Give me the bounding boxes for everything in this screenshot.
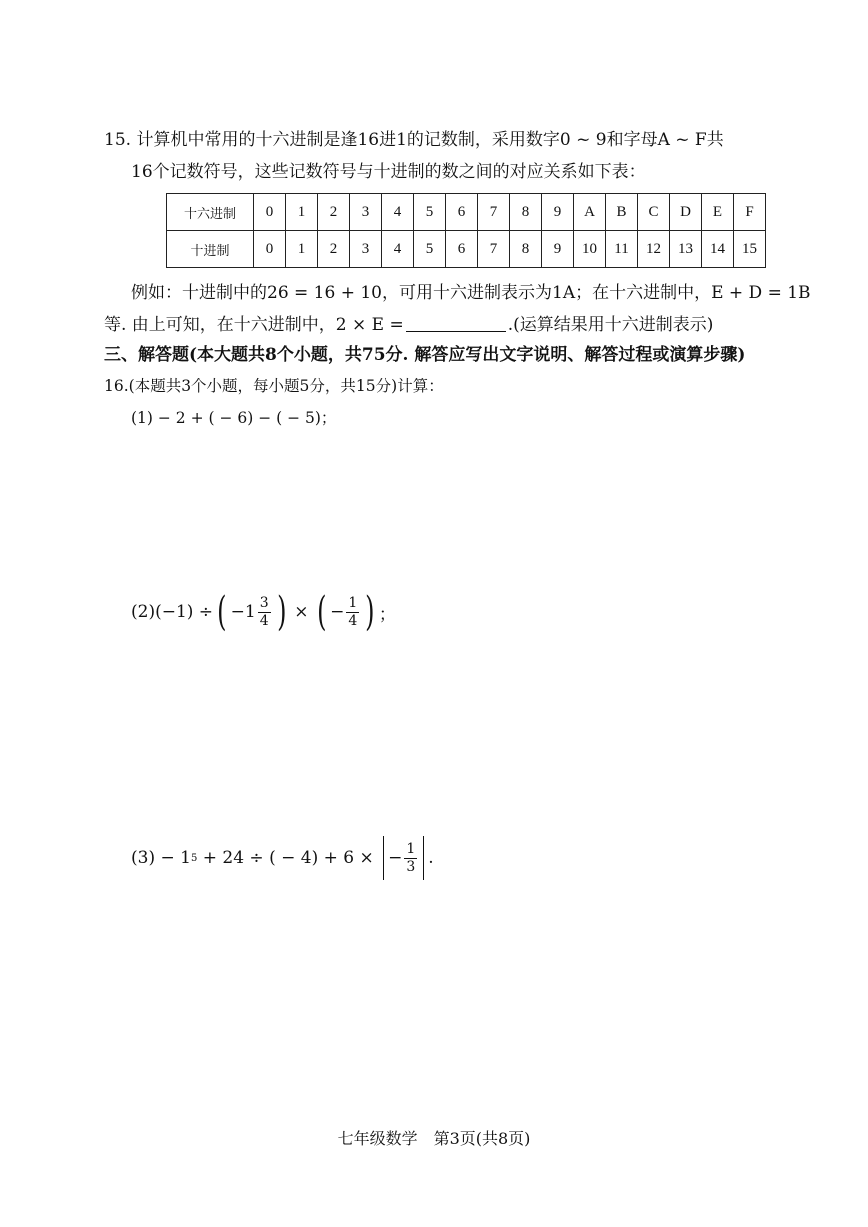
table-cell: 0	[254, 231, 286, 268]
q15-example-line: 例如：十进制中的26 = 16 + 10，可用十六进制表示为1A；在十六进制中，E + D = 1B	[131, 283, 811, 303]
right-paren: )	[276, 589, 287, 635]
table-cell: 1	[286, 231, 318, 268]
table-cell: 9	[542, 231, 574, 268]
table-cell: 7	[478, 194, 510, 231]
table-cell: 14	[702, 231, 734, 268]
row-header-decimal: 十进制	[167, 231, 254, 268]
table-cell: 5	[414, 231, 446, 268]
left-paren: (	[316, 589, 327, 635]
table-cell: 0	[254, 194, 286, 231]
mixed-whole: −1	[230, 602, 256, 622]
right-paren: )	[365, 589, 375, 635]
abs-bar-right	[423, 836, 424, 880]
fraction	[346, 595, 359, 630]
table-cell: 10	[574, 231, 606, 268]
row-header-hex: 十六进制	[167, 194, 254, 231]
q15-answer-prefix: 等. 由上可知，在十六进制中，2 × E =	[104, 315, 404, 335]
q16-part2-end: ；	[378, 604, 396, 625]
fraction-denominator: 4	[259, 612, 269, 629]
fraction-denominator: 3	[406, 858, 416, 875]
table-cell: A	[574, 194, 606, 231]
table-cell: E	[702, 194, 734, 231]
q15-answer-line	[104, 313, 713, 337]
fraction	[404, 841, 417, 876]
q16-part3-end: .	[428, 848, 434, 868]
table-cell: 2	[318, 231, 350, 268]
table-cell: 11	[606, 231, 638, 268]
table-row	[167, 194, 766, 231]
q15-line2: 16个记数符号，这些记数符号与十进制的数之间的对应关系如下表：	[131, 162, 646, 182]
table-cell: F	[734, 194, 766, 231]
left-paren: (	[217, 589, 227, 635]
exponent: 5	[190, 852, 198, 864]
section-3-title: 三、解答题(本大题共8个小题，共75分. 解答应写出文字说明、解答过程或演算步骤)	[104, 345, 746, 365]
table-cell: 8	[510, 194, 542, 231]
table-cell: 6	[446, 194, 478, 231]
abs-bar-left	[383, 836, 384, 880]
table-cell: 13	[670, 231, 702, 268]
fraction-numerator: 1	[406, 840, 416, 857]
table-cell: 4	[382, 231, 414, 268]
q16-part3-middle: + 24 ÷ ( − 4) + 6 ×	[197, 848, 380, 868]
fraction	[258, 595, 271, 630]
table-cell: 3	[350, 231, 382, 268]
fraction-numerator: 1	[348, 594, 358, 611]
times-sign: ×	[294, 602, 309, 622]
q16-part1: (1) − 2 + ( − 6) − ( − 5)；	[131, 409, 337, 427]
fraction-denominator: 4	[348, 612, 358, 629]
table-cell: 7	[478, 231, 510, 268]
table-cell: B	[606, 194, 638, 231]
fraction-sign: −	[388, 848, 403, 868]
table-cell: 15	[734, 231, 766, 268]
table-cell: 12	[638, 231, 670, 268]
table-cell: 5	[414, 194, 446, 231]
q16-header: 16.(本题共3个小题，每小题5分，共15分)计算：	[104, 377, 444, 395]
table-cell: C	[638, 194, 670, 231]
answer-blank[interactable]	[406, 315, 506, 332]
q16-part2	[131, 589, 396, 635]
q16-part3-label: (3) − 1	[131, 848, 191, 868]
page-footer: 七年级数学 第3页(共8页)	[337, 1129, 531, 1148]
table-cell: 2	[318, 194, 350, 231]
table-cell: 8	[510, 231, 542, 268]
hex-decimal-table	[166, 193, 766, 268]
table-row	[167, 231, 766, 268]
q16-part3	[131, 836, 434, 880]
table-cell: 1	[286, 194, 318, 231]
q15-line1: 15. 计算机中常用的十六进制是逢16进1的记数制，采用数字0 ~ 9和字母A ~ F共	[104, 130, 724, 150]
fraction-numerator: 3	[259, 594, 269, 611]
q16-part2-label: (2)(−1) ÷	[131, 602, 214, 622]
q15-answer-note: .(运算结果用十六进制表示)	[507, 315, 714, 335]
table-cell: 6	[446, 231, 478, 268]
table-cell: 9	[542, 194, 574, 231]
table-cell: 4	[382, 194, 414, 231]
table-cell: D	[670, 194, 702, 231]
fraction-sign: −	[330, 602, 345, 622]
table-cell: 3	[350, 194, 382, 231]
